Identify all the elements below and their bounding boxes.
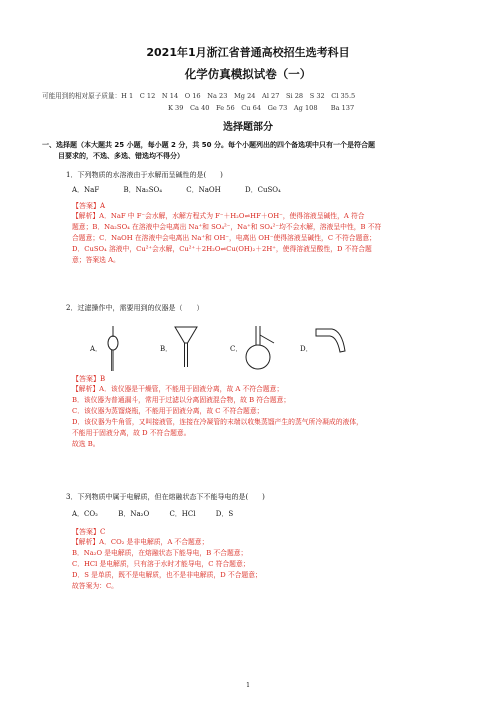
question-3 — [66, 493, 466, 592]
option-c-label: C． — [230, 345, 243, 353]
question-3-stem: 3．下列物质中属于电解质，但在熔融状态下不能导电的是( ) — [66, 493, 265, 501]
analysis-line: 意；答案选 A。 — [72, 255, 120, 264]
option-a: A．NaF — [72, 186, 100, 195]
part-heading-line-1: 一、选择题（本大题共 25 小题，每小题 2 分，共 50 分。每个小题列出的四个备选项中只有一个是符合题 — [42, 141, 375, 149]
option-d: D．CuSO₄ — [245, 186, 281, 195]
analysis-line: D．S 是单质，既不是电解质，也不是非电解质，D 不合题意； — [72, 570, 262, 579]
distilling-flask-icon — [244, 325, 276, 371]
atomic-mass-line-1: 可能用到的相对原子质量：H 1 C 12 N 14 O 16 Na 23 Mg 24 Al 27 Si 28 S 32 Cl 35.5 — [42, 92, 356, 100]
part-heading-line-2: 目要求的，不选、多选、错选均不得分） — [58, 151, 184, 160]
analysis-line: 【解析】A．该仪器是干燥管，不能用于固液分离，故 A 不符合题意； — [72, 385, 284, 394]
question-3-analysis — [66, 537, 466, 591]
option-b: B．Na₂O — [118, 510, 150, 519]
option-d-label: D． — [300, 345, 313, 353]
question-1-analysis — [66, 211, 466, 265]
page-number: 1 — [246, 682, 250, 689]
analysis-line: C．该仪器为蒸馏烧瓶，不能用于固液分离，故 C 不符合题意； — [72, 407, 264, 416]
option-c: C．NaOH — [186, 186, 221, 195]
exam-subtitle: 化学仿真模拟试卷（一） — [184, 67, 312, 81]
question-2-stem: 2．过滤操作中，需要用到的仪器是（ ） — [66, 304, 204, 312]
option-b-label: B． — [160, 345, 173, 353]
question-2-analysis — [66, 384, 466, 449]
question-2 — [66, 304, 466, 313]
drying-tube-icon — [104, 325, 122, 373]
analysis-line: 题意；B．Na₂SO₄ 在溶液中会电离出 Na⁺和 SO₄²⁻，Na⁺和 SO₄²⁻均不会水解，溶液呈中性，B 不符 — [72, 223, 382, 232]
analysis-line: 故答案为：C。 — [72, 581, 118, 590]
question-1 — [66, 171, 466, 266]
option-a-label: A． — [90, 345, 103, 353]
apparatus-options — [90, 325, 420, 373]
section-title: 选择题部分 — [223, 122, 273, 133]
analysis-line: 故选 B。 — [72, 439, 100, 448]
question-2-answer: 【答案】B — [72, 375, 106, 383]
analysis-line: D．CuSO₄ 溶液中，Cu²⁺会水解，Cu²⁺＋2H₂O⇌Cu(OH)₂＋2H⁺，使得溶液呈酸性，D 不符合题 — [72, 244, 372, 253]
question-3-options — [66, 510, 466, 519]
analysis-line: D．该仪器为牛角管，又叫接液管，连接在冷凝管的末端以收集蒸馏产生的蒸气所冷凝成的液体， — [72, 418, 363, 427]
analysis-line: B．该仪器为普通漏斗，常用于过滤以分离固液混合物，故 B 符合题意； — [72, 396, 291, 405]
question-1-options — [66, 186, 466, 195]
question-3-answer: 【答案】C — [72, 527, 106, 536]
adapter-icon — [314, 325, 348, 355]
question-2-solution — [66, 375, 466, 450]
option-c: C．HCl — [169, 510, 196, 519]
option-b: B．Na₂SO₄ — [123, 186, 163, 195]
analysis-line: 合题意；C．NaOH 在溶液中会电离出 Na⁺和 OH⁻，电离出 OH⁻使得溶液呈碱性，C 不符合题意； — [72, 234, 376, 243]
exam-title: 2021年1月浙江省普通高校招生选考科目 — [146, 46, 350, 59]
option-d: D．S — [215, 510, 234, 519]
part-heading — [42, 140, 462, 162]
question-1-stem: 1．下列物质的水溶液由于水解而呈碱性的是( ) — [66, 171, 223, 179]
analysis-line: 不能用于固液分离，故 D 不符合题意。 — [72, 428, 191, 437]
analysis-line: C．HCl 是电解质，只有溶于水时才能导电，C 符合题意； — [72, 560, 250, 569]
analysis-line: B．Na₂O 是电解质，在熔融状态下能导电，B 不合题意； — [72, 549, 248, 558]
analysis-line: 【解析】A．CO₂ 是非电解质，A 不合题意； — [72, 538, 209, 547]
analysis-line: 【解析】A．NaF 中 F⁻会水解，水解方程式为 F⁻＋H₂O⇌HF＋OH⁻，使得溶液呈碱性，A 符合 — [72, 212, 365, 221]
question-1-answer: 【答案】A — [72, 201, 106, 210]
funnel-icon — [174, 325, 198, 369]
option-a: A．CO₂ — [72, 510, 98, 519]
atomic-mass-line-2: K 39 Ca 40 Fe 56 Cu 64 Ge 73 Ag 108 Ba 137 — [168, 104, 355, 112]
